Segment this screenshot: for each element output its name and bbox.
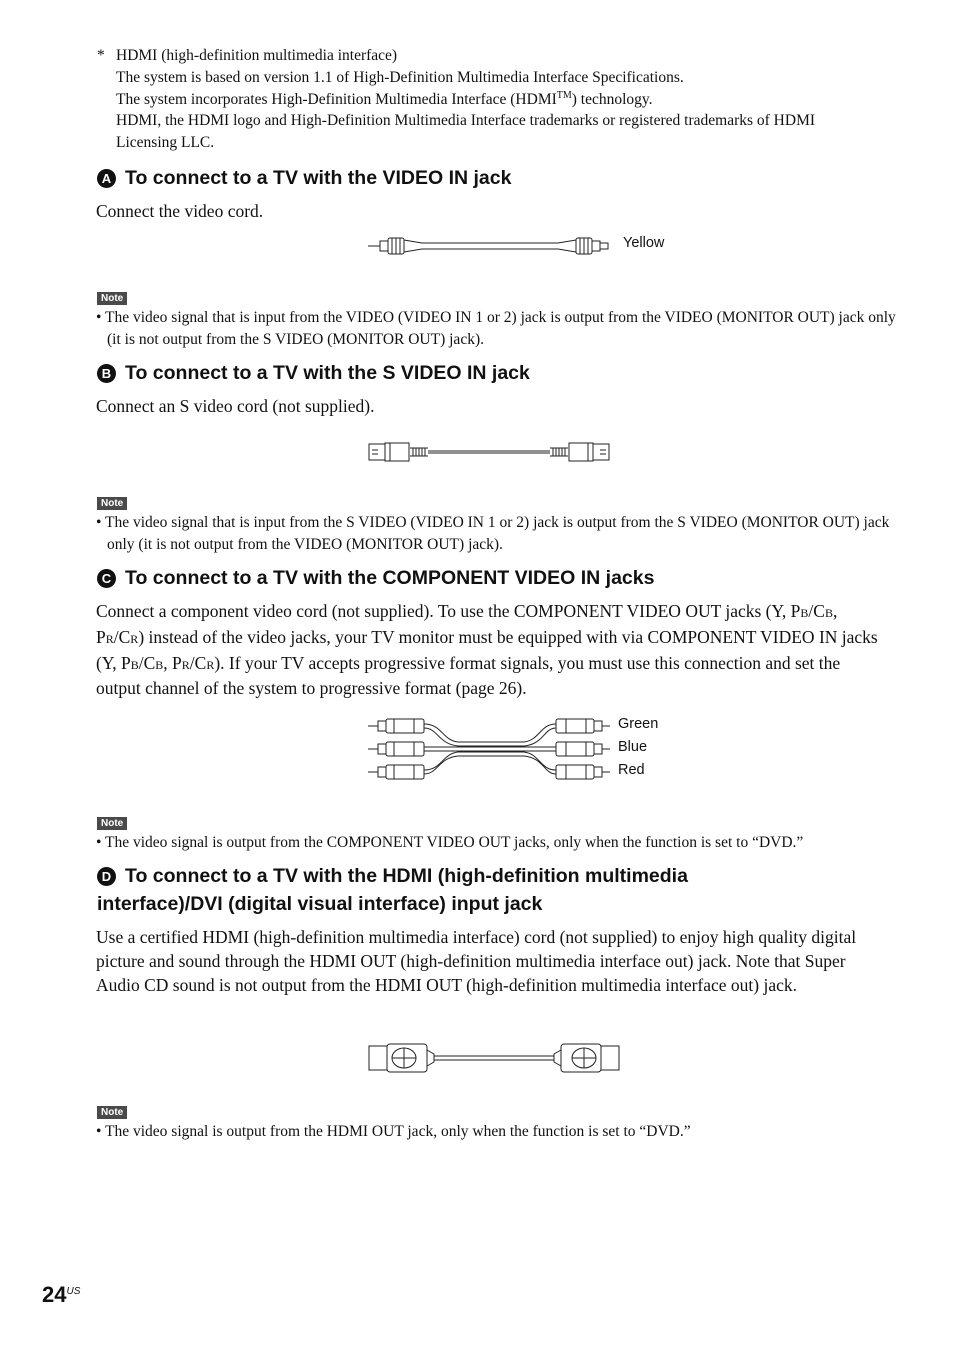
footnote-text: ) technology.	[571, 91, 653, 109]
section-b-body: Connect an S video cord (not supplied).	[96, 396, 375, 416]
page-number	[42, 1282, 80, 1308]
green-label: Green	[618, 716, 659, 732]
blue-label: Blue	[618, 739, 648, 755]
body-text: /C	[138, 652, 156, 673]
section-a-body: Connect the video cord.	[96, 201, 264, 221]
body-text: /C	[808, 601, 825, 621]
section-a-note-tag: Note	[97, 292, 127, 305]
body-text: ) instead of the video jacks, your TV monitor must be equipped with via COMPONENT VIDEO IN jacks (Y, P	[96, 626, 878, 673]
section-c-title: To connect to a TV with the COMPONENT VIDEO IN jacks	[125, 567, 655, 589]
s-video-cord-illustration	[366, 440, 612, 464]
section-d-heading	[97, 865, 688, 888]
section-a-badge: A	[97, 169, 116, 188]
section-a-heading	[97, 167, 511, 190]
section-d-title-line1: To connect to a TV with the HDMI (high-definition multimedia	[125, 865, 688, 887]
section-d-note: • The video signal is output from the HDMI OUT jack, only when the function is set to “DVD.”	[96, 1123, 691, 1140]
footnote-line: HDMI (high-definition multimedia interface)	[116, 47, 398, 64]
page-number-value: 24	[42, 1282, 67, 1307]
section-d-note-tag: Note	[97, 1106, 127, 1119]
section-c-badge: C	[97, 569, 116, 588]
footnote-line: Licensing LLC.	[116, 134, 215, 151]
footnote-marker: *	[97, 47, 105, 64]
subscript: B	[130, 657, 139, 672]
subscript: B	[155, 657, 164, 672]
red-label: Red	[618, 762, 645, 778]
subscript: R	[181, 657, 190, 672]
footnote-line: HDMI, the HDMI logo and High-Definition Multimedia Interface trademarks or registered trademarks of HDMI	[116, 112, 816, 129]
section-b-badge: B	[97, 364, 116, 383]
video-cord-illustration	[366, 232, 616, 260]
page-suffix: US	[66, 1286, 81, 1297]
body-text: /C	[113, 626, 131, 647]
subscript: R	[206, 657, 215, 672]
section-c-heading	[97, 567, 654, 590]
footnote-text: The system incorporates High-Definition Multimedia Interface (HDMI	[116, 91, 557, 109]
section-c-body	[96, 600, 888, 701]
body-text: /C	[189, 652, 207, 673]
section-b-note: • The video signal that is input from the S VIDEO (VIDEO IN 1 or 2) jack is output from the S VIDEO (MONITOR OUT) jack only (it is not output from the VIDEO (MONITOR OUT) jack).	[96, 514, 890, 553]
subscript: R	[130, 631, 139, 646]
trademark-sup: TM	[556, 90, 572, 101]
section-a-note: • The video signal that is input from the VIDEO (VIDEO IN 1 or 2) jack is output from the VIDEO (MONITOR OUT) jack only (it is not output from the S VIDEO (MONITOR OUT) jack).	[96, 309, 896, 348]
body-text: Connect a component video cord (not supplied). To use the COMPONENT VIDEO OUT jacks (Y, P	[96, 601, 801, 621]
footnote-line: The system is based on version 1.1 of High-Definition Multimedia Interface Specifications.	[116, 69, 684, 86]
section-d-badge: D	[97, 867, 116, 886]
body-text: ). If your TV accepts progressive format signals, you must use this connection and set the output channel of the system to progressive format (page 26).	[96, 652, 841, 699]
yellow-label: Yellow	[623, 235, 665, 251]
section-c-note: • The video signal is output from the COMPONENT VIDEO OUT jacks, only when the function is set to “DVD.”	[96, 834, 804, 851]
subscript: B	[800, 606, 809, 620]
section-c-note-tag: Note	[97, 817, 127, 830]
component-cord-illustration	[366, 716, 616, 784]
section-b-title: To connect to a TV with the S VIDEO IN jack	[125, 362, 530, 384]
section-b-note-tag: Note	[97, 497, 127, 510]
section-d-title-line2: interface)/DVI (digital visual interface) input jack	[97, 893, 543, 915]
hdmi-cord-illustration	[366, 1040, 622, 1076]
section-b-heading	[97, 362, 530, 385]
section-d-body: Use a certified HDMI (high-definition multimedia interface) cord (not supplied) to enjoy high quality digital picture and sound through the HDMI OUT (high-definition multimedia interface out) jack. Note that Super Audio CD sound is not output from the HDMI OUT (high-definition multimedia interface out) jack.	[96, 927, 857, 995]
subscript: B	[824, 606, 833, 620]
body-text: , P	[163, 652, 182, 673]
footnote-line	[116, 90, 653, 109]
subscript: R	[105, 631, 114, 646]
body-text: , P	[96, 601, 838, 647]
section-a-title: To connect to a TV with the VIDEO IN jack	[125, 167, 512, 189]
